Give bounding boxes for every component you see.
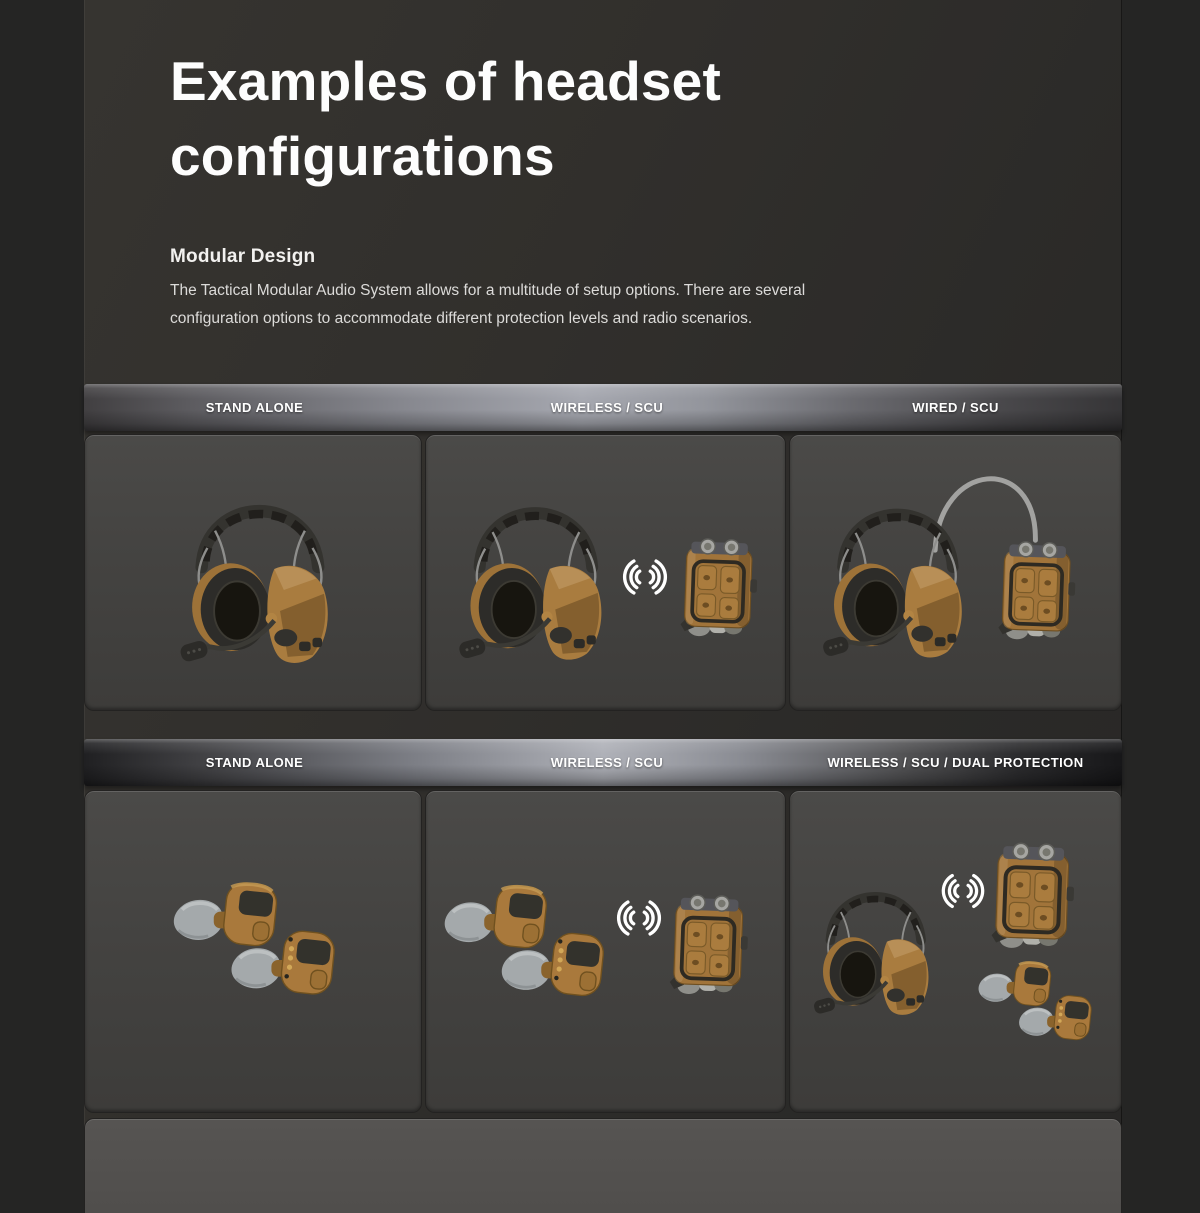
config-row-headsets (84, 434, 1122, 711)
config-header-dual-protection (789, 739, 1122, 786)
section-heading: Modular Design (170, 246, 316, 267)
scu-radio-box-illustration (678, 535, 760, 639)
page-title-line1: Examples of headset (170, 50, 721, 112)
config-label: WIRELESS / SCU (550, 400, 664, 415)
config-header-wireless-scu (425, 384, 789, 431)
tactical-earbuds-illustration (974, 957, 1100, 1055)
wireless-signal-icon (616, 557, 674, 597)
config-label: STAND ALONE (205, 755, 304, 770)
tactical-headset-illustration (452, 471, 618, 665)
panel-earbuds-wireless-scu (425, 790, 786, 1113)
wireless-signal-icon (935, 871, 991, 911)
page-title (170, 44, 1090, 194)
config-header-wired-scu (789, 384, 1122, 431)
page-title-line2: configurations (170, 125, 555, 187)
config-label: WIRELESS / SCU (550, 755, 664, 770)
config-label: WIRELESS / SCU / DUAL PROTECTION (827, 755, 1084, 770)
right-margin-strip (1122, 0, 1200, 1200)
content-area (84, 0, 1122, 1200)
panel-earbuds-stand-alone (84, 790, 422, 1113)
config-header-wireless-scu-2 (425, 739, 789, 786)
tactical-headset-illustration (816, 473, 978, 663)
config-bar-row1 (84, 384, 1122, 431)
panel-headset-stand-alone (84, 434, 422, 711)
section-body: The Tactical Modular Audio System allows for a multitude of setup options. There are several configuration options to accommodate different protection levels and radio scenarios. (170, 282, 806, 327)
config-row-earbuds (84, 790, 1122, 1113)
config-header-stand-alone (84, 384, 425, 431)
left-margin-strip (0, 0, 84, 1200)
config-bar-row2 (84, 739, 1122, 786)
next-section-partial (84, 1118, 1122, 1213)
tactical-headset-illustration (808, 863, 942, 1019)
wireless-signal-icon (610, 897, 668, 939)
panel-headset-wired-scu (789, 434, 1122, 711)
config-label: STAND ALONE (205, 400, 304, 415)
hero-section (170, 44, 1090, 332)
panel-headset-wireless-scu (425, 434, 786, 711)
config-header-stand-alone-2 (84, 739, 425, 786)
tactical-headset-illustration (173, 467, 345, 669)
tactical-earbuds-illustration (438, 879, 616, 1017)
scu-radio-box-illustration (667, 891, 751, 997)
scu-radio-box-illustration (996, 537, 1078, 643)
scu-radio-box-illustration (989, 839, 1077, 951)
config-label: WIRED / SCU (912, 400, 999, 415)
tactical-earbuds-illustration (171, 875, 343, 1017)
panel-dual-protection (789, 790, 1122, 1113)
